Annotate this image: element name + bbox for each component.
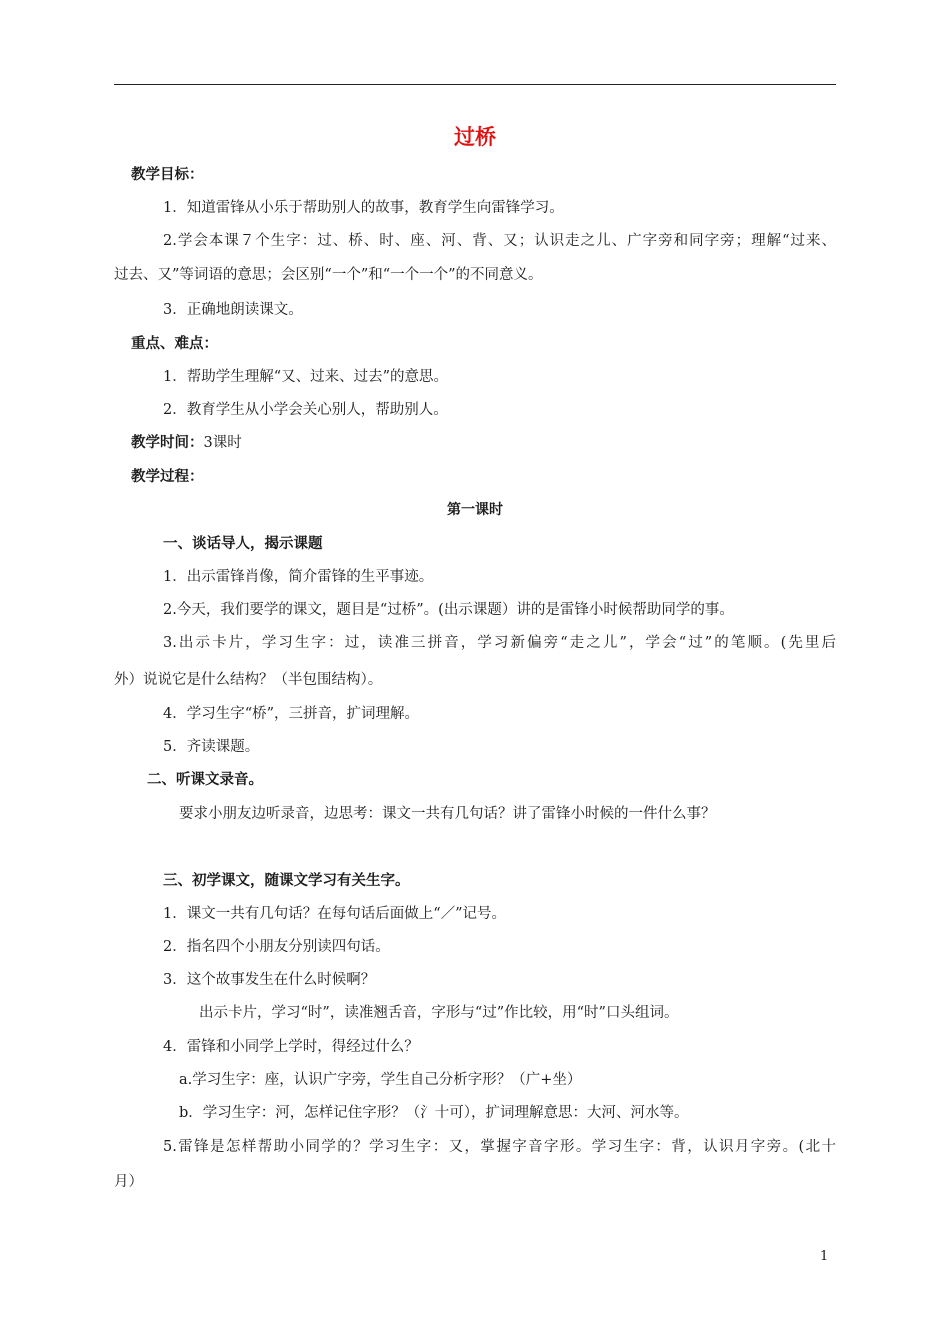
process-heading: 教学过程：: [131, 469, 204, 485]
key-point-1: 1．帮助学生理解“又、过来、过去”的意思。: [163, 369, 449, 385]
goal-1: 1．知道雷锋从小乐于帮助别人的故事，教育学生向雷锋学习。: [163, 200, 564, 216]
teaching-time-value: 3课时: [203, 435, 242, 451]
goal-3: 3．正确地朗读课文。: [163, 302, 303, 318]
key-point-2: 2．教育学生从小学会关心别人，帮助别人。: [163, 402, 448, 418]
part-2-heading: 二、听课文录音。: [147, 772, 263, 788]
part-3-item-4-a: a.学习生字：座，认识广字旁，学生自己分析字形？（广+坐）: [179, 1072, 582, 1088]
part-3-item-1: 1．课文一共有几句话？在每句话后面做上“／”记号。: [163, 906, 507, 922]
part-1-item-4: 4．学习生字“桥”，三拼音，扩词理解。: [163, 706, 420, 722]
part-1-item-3-line-2: 外）说说它是什么结构？（半包围结构）。: [114, 672, 383, 688]
lesson-1-heading: 第一课时: [447, 502, 503, 518]
teaching-time-label: 教学时间：: [131, 435, 204, 451]
part-3-item-4: 4．雷锋和小同学上学时，得经过什么？: [163, 1039, 419, 1055]
key-points-heading: 重点、难点：: [131, 336, 218, 352]
page-number: 1: [820, 1249, 829, 1264]
part-2-item-1: 要求小朋友边听录音，边思考：课文一共有几句话？讲了雷锋小时候的一件什么事？: [179, 806, 716, 822]
part-3-item-3-detail: 出示卡片，学习“时”，读准翘舌音，字形与“过”作比较，用“时”口头组词。: [199, 1005, 679, 1021]
part-3-item-3: 3．这个故事发生在什么时候啊？: [163, 972, 376, 988]
part-3-heading: 三、初学课文，随课文学习有关生字。: [163, 873, 410, 889]
teaching-time: [131, 433, 242, 453]
part-1-item-1: 1．出示雷锋肖像，简介雷锋的生平事迹。: [163, 569, 434, 585]
part-3-item-2: 2．指名四个小朋友分别读四句话。: [163, 939, 390, 955]
header-rule: [114, 84, 836, 85]
goal-2-line-2: 过去、又”等词语的意思；会区别“一个”和“一个一个”的不同意义。: [114, 267, 543, 283]
part-1-heading: 一、谈话导人，揭示课题: [163, 536, 323, 552]
part-1-item-3-line-1: 3.出示卡片，学习生字：过，读准三拼音，学习新偏旁“走之儿”，学会“过”的笔顺。(先里后: [163, 635, 836, 651]
goal-2-line-1: 2.学会本课７个生字：过、桥、时、座、河、背、又；认识走之儿、广字旁和同字旁；理解“过来、: [163, 233, 836, 249]
goals-heading: 教学目标：: [131, 167, 204, 183]
part-1-item-2: 2.今天，我们要学的课文，题目是“过桥”。(出示课题）讲的是雷锋小时候帮助同学的事。: [163, 602, 734, 618]
part-1-item-5: 5．齐读课题。: [163, 739, 260, 755]
part-3-item-4-b: b．学习生字：河，怎样记住字形？（氵十可），扩词理解意思：大河、河水等。: [179, 1105, 689, 1121]
part-3-item-5-line-1: 5.雷锋是怎样帮助小同学的？学习生字：又，掌握字音字形。学习生字：背，认识月字旁。(北十: [163, 1139, 836, 1155]
document-title: 过桥: [454, 125, 496, 149]
part-3-item-5-line-2: 月）: [114, 1174, 143, 1190]
